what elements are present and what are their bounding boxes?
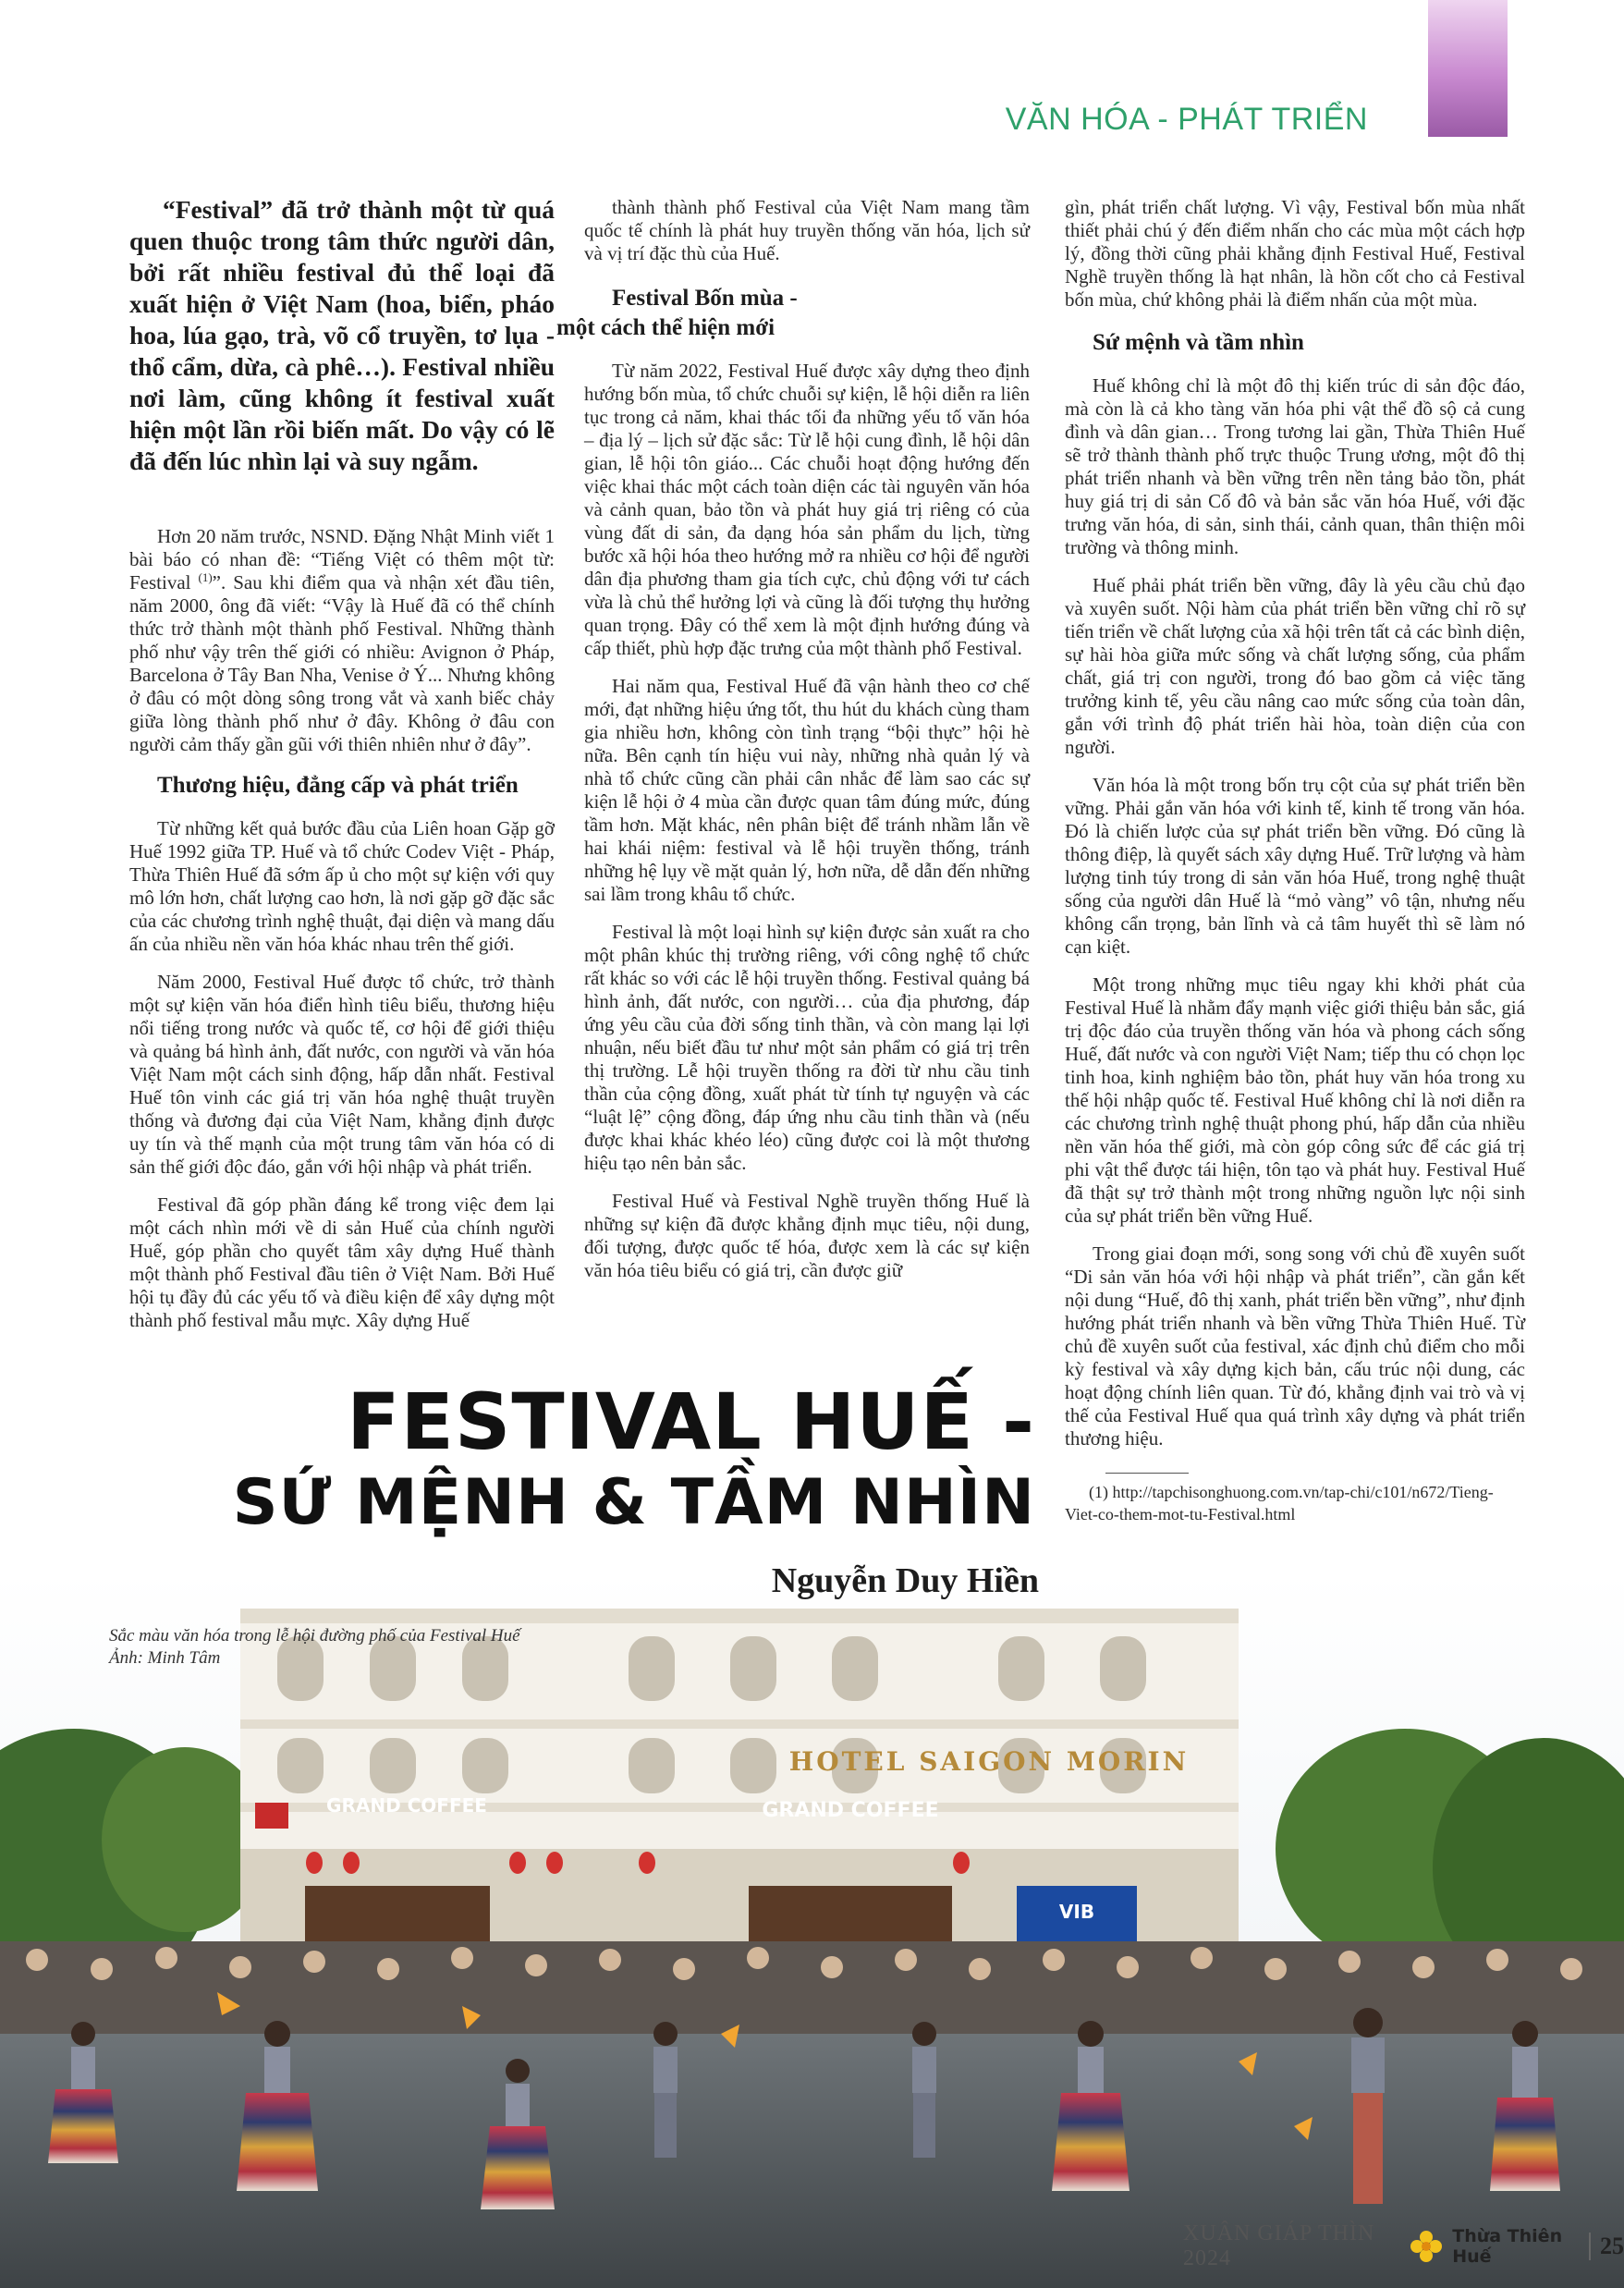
- section-label: VĂN HÓA - PHÁT TRIỂN: [1005, 102, 1368, 137]
- col3-paragraph-4: Văn hóa là một trong bốn trụ cột của sự phát triển bền vững. Phải gắn văn hóa với kinh tế, kinh tế trong văn hóa. Đó là chiến lược của sự phát triển bền vững. Đó cũng là thông điệp, là quyết sách xây dựng Huế. Trữ lượng và hàm lượng tinh túy trong di sản văn hóa Huế, trong nghệ thuật sống của người dân Huế là “mỏ vàng” vô tận, nhưng nếu không cẩn trọng, bản lĩnh và cả tâm huyết thì sẽ làm nó cạn kiệt.: [1065, 774, 1525, 958]
- col3-paragraph-2: Huế không chỉ là một đô thị kiến trúc di sản độc đáo, mà còn là cả kho tàng văn hóa phi vật thể đồ sộ cả cung đình và dân gian… Trong tương lai gần, Thừa Thiên Huế sẽ trở thành thành phố trực thuộc Trung ương, một đô thị phát triển nhanh và bền vững trên nền tảng bảo tồn, phát huy giá trị di sản Cố đô và bản sắc văn hóa Huế, với đặc trưng văn hóa, di sản, sinh thái, cảnh quan, thân thiện môi trường và thông minh.: [1065, 374, 1525, 558]
- photo-caption: [109, 1625, 590, 1670]
- footnote-ref[interactable]: (1): [198, 570, 213, 584]
- photo-illustration: [0, 1572, 1624, 2288]
- col1-paragraph-3: Năm 2000, Festival Huế được tổ chức, trở thành một sự kiện văn hóa điển hình tiêu biểu, thương hiệu nổi tiếng trong nước và quốc tế, cơ hội để giới thiệu và quảng bá hình ảnh, đất nước, con người và văn hóa Việt Nam một cách sinh động, hấp dẫn nhất. Festival Huế tôn vinh các giá trị văn hóa nghệ thuật truyền thống và đương đại của Việt Nam, khẳng định được uy tín và thế mạnh của một trung tâm văn hóa có di sản thế giới độc đáo, gắn với hội nhập và phát triển.: [129, 971, 555, 1178]
- article-title: [148, 1376, 1035, 1542]
- col3-paragraph-6: Trong giai đoạn mới, song song với chủ đề xuyên suốt “Di sản văn hóa với hội nhập và phát triển”, cần gắn kết nội dung “Huế, đô thị xanh, phát triển bền vững”, như định hướng phát triển nhanh và bền vững Thừa Thiên Huế. Từ chủ đề xuyên suốt của festival, xác định chủ điểm cho mỗi kỳ festival và xây dựng kịch bản, cấu trúc nội dung, các hoạt động chính liên quan. Từ đó, khẳng định vai trò và vị thế của Festival Huế qua quá trình xây dựng và phát triển thương hiệu.: [1065, 1242, 1525, 1450]
- caption-credit: Ảnh: Minh Tâm: [109, 1648, 221, 1668]
- col3-paragraph-3: Huế phải phát triển bền vững, đây là yêu cầu chủ đạo và xuyên suốt. Nội hàm của phát triển bền vững chỉ rõ sự tiến triển về chất lượng của xã hội trên tất cả các bình diện, sự hài hòa giữa mức sống và chất lượng sống, của phẩm chất, giá trị con người, trong đó bao gồm cả việc tăng trưởng kinh tế, yêu cầu nâng cao mức sống của toàn dân, gắn với trình độ phát triển hài hòa, toàn diện của con người.: [1065, 574, 1525, 758]
- lead-paragraph: “Festival” đã trở thành một từ quá quen thuộc trong tâm thức người dân, bởi rất nhiều festival đủ thể loại đã xuất hiện ở Việt Nam (hoa, biển, pháo hoa, lúa gạo, trà, võ cổ truyền, tơ lụa - thổ cẩm, dừa, cà phê…). Festival nhiều nơi làm, cũng không ít festival xuất hiện một lần rồi biến mất. Do vậy có lẽ đã đến lúc nhìn lại và suy ngẫm.: [129, 195, 555, 475]
- page-number: 25: [1600, 2233, 1624, 2259]
- magazine-brand: Thừa Thiên Huế: [1452, 2226, 1563, 2267]
- col2-paragraph-5: Festival Huế và Festival Nghề truyền thống Huế là những sự kiện đã được khẳng định mục tiêu, nội dung, đối tượng, được quốc tế hóa, được xem là các sự kiện văn hóa tiêu biểu có giá trị, cần được giữ: [584, 1190, 1030, 1281]
- col3-paragraph-5: Một trong những mục tiêu ngay khi khởi phát của Festival Huế là nhằm đẩy mạnh việc giới thiệu bản sắc, giá trị độc đáo của truyền thống văn hóa và phong cách sống Huế, đất nước và con người Việt Nam; tiếp thu có chọn lọc tinh hoa, kinh nghiệm bảo tồn, phát huy văn hóa trong xu thế hội nhập quốc tế. Festival Huế không chỉ là nơi diễn ra các chương trình nghệ thuật phong phú, hấp dẫn của nhiều nền văn hóa thế giới, mà còn góp công sức để các giá trị phi vật thể được tái hiện, tôn tạo và phát huy. Festival Huế đã thật sự trở thành một trong những nguồn lực nội sinh của sự phát triển bền vững Huế.: [1065, 973, 1525, 1227]
- col2-paragraph-4: Festival là một loại hình sự kiện được sản xuất ra cho một phân khúc thị trường riêng, với công nghệ tổ chức rất khác so với các lễ hội truyền thống. Festival quảng bá hình ảnh, đất nước, con người… của địa phương, đáp ứng yêu cầu của đời sống tinh thần, và còn mang lại lợi nhuận, nếu biết đầu tư như một sản phẩm có giá trị trên thị trường. Lễ hội truyền thống ra đời từ nhu cầu tinh thần của cộng đồng, xuất phát từ tính tự nguyện và các “luật lệ” cộng đồng, đáp ứng nhu cầu tinh thần và (nếu được khai khác khéo léo) cũng được coi là một thương hiệu tạo nên bản sắc.: [584, 921, 1030, 1174]
- author-name: Nguyễn Duy Hiền: [771, 1561, 1039, 1600]
- heading-four-seasons-line1: Festival Bốn mùa -: [612, 286, 798, 311]
- col2-paragraph-2: Từ năm 2022, Festival Huế được xây dựng theo định hướng bốn mùa, tổ chức chuỗi sự kiện, lễ hội diễn ra liên tục trong cả năm, khai thác tối đa những yếu tố văn hóa – địa lý – lịch sử đặc sắc: Từ lễ hội cung đình, lễ hội dân gian, lễ hội tôn giáo... Các chuỗi hoạt động hướng đến việc khai thác một cách toàn diện các tài nguyên văn hóa và cảnh quan, bảo tồn và phát huy giá trị riêng có của vùng đất di sản, đa dạng hóa sản phẩm du lịch, từng bước xã hội hóa theo hướng mở ra nhiều cơ hội để người dân địa phương tham gia tích cực, chủ động với tư cách vừa là chủ thể hưởng lợi và cũng là đối tượng thụ hưởng quan trọng. Đây có thể xem là một định hướng đúng và cấp thiết, phù hợp đặc trưng của một thành phố Festival.: [584, 360, 1030, 659]
- road-sign: [255, 1803, 288, 1829]
- footnote[interactable]: (1) http://tapchisonghuong.com.vn/tap-chi/c101/n672/Tieng-Viet-co-them-mot-tu-Festival.html: [1065, 1483, 1494, 1523]
- col2-paragraph-1: thành thành phố Festival của Việt Nam mang tầm quốc tế chính là phát huy truyền thống văn hóa, lịch sử và vị trí đặc thù của Huế.: [584, 196, 1030, 264]
- column-2: [556, 196, 1030, 1297]
- page-footer: [1183, 2221, 1624, 2270]
- caption-text: Sắc màu văn hóa trong lễ hội đường phố của Festival Huế: [109, 1626, 520, 1646]
- heading-mission-vision: Sứ mệnh và tầm nhìn: [1093, 330, 1304, 355]
- heading-four-seasons-line2: một cách thể hiện mới: [556, 315, 775, 340]
- col3-paragraph-1: gìn, phát triển chất lượng. Vì vậy, Festival bốn mùa nhất thiết phải chú ý đến điểm nhấn cho các mùa một cách hợp lý, đồng thời cũng phải khẳng định Festival Huế, Festival Nghề truyền thống là hạt nhân, là hồn cốt cho cả Festival bốn mùa, chứ không phải là điểm nhấn của một mùa.: [1065, 196, 1525, 311]
- edition-label: XUÂN GIÁP THÌN 2024: [1183, 2221, 1375, 2270]
- bank-sign: VIB: [1058, 1901, 1095, 1923]
- footer-divider: [1589, 2233, 1591, 2260]
- column-3: [1065, 196, 1525, 1525]
- corner-color-tab: [1428, 0, 1508, 137]
- cafe-sign-left: GRAND COFFEE: [326, 1794, 487, 1817]
- footnote-divider: [1105, 1473, 1189, 1474]
- title-line-1: FESTIVAL HUẾ -: [347, 1376, 1035, 1467]
- title-line-2: SỨ MỆNH & TẦM NHÌN: [232, 1466, 1035, 1539]
- cafe-sign-right: GRAND COFFEE: [762, 1799, 939, 1822]
- heading-brand: Thương hiệu, đẳng cấp và phát triển: [157, 773, 519, 798]
- col1-paragraph-4: Festival đã góp phần đáng kể trong việc đem lại một cách nhìn mới về di sản Huế của chính người Huế, góp phần cho quyết tâm xây dựng Huế thành một thành phố Festival đầu tiên ở Việt Nam. Bởi Huế hội tụ đầy đủ các yếu tố và điều kiện để xây dựng một thành phố festival mẫu mực. Xây dựng Huế: [129, 1193, 555, 1331]
- col1-p1-text: Hơn 20 năm trước, NSND. Đặng Nhật Minh viết 1 bài báo có nhan đề: “Tiếng Việt có thêm một từ: Festival: [129, 525, 555, 593]
- col2-paragraph-3: Hai năm qua, Festival Huế đã vận hành theo cơ chế mới, đạt những hiệu ứng tốt, thu hút du khách cùng tham gia nhiều hơn, không còn tình trạng “bội thực” hội hè nữa. Bên cạnh tín hiệu vui này, những nhà quản lý và nhà tổ chức cũng cần phải cân nhắc để làm sao các sự kiện lễ hội ở 4 mùa cần được quan tâm đúng mức, đúng tầm hơn. Mặt khác, nên phân biệt để tránh nhầm lẫn về hai khái niệm: festival và lễ hội truyền thống, tránh những hệ lụy về mặt quản lý, hơn nữa, dễ dẫn đến những sai lầm trong khâu tổ chức.: [584, 675, 1030, 905]
- col1-paragraph-2: Từ những kết quả bước đầu của Liên hoan Gặp gỡ Huế 1992 giữa TP. Huế và tổ chức Codev Việt - Pháp, Thừa Thiên Huế đã sớm ấp ủ cho một sự kiện với quy mô lớn hơn, chất lượng cao hơn, là nơi gặp gỡ đặc sắc của các chương trình nghệ thuật, đại diện và mang dấu ấn của nhiều nền văn hóa khác nhau trên thế giới.: [129, 817, 555, 955]
- festival-photo: [0, 1572, 1624, 2288]
- heading-four-seasons: [556, 284, 1030, 343]
- col1-paragraph-1: [129, 525, 555, 756]
- col1-p1-text-cont: ”. Sau khi điểm qua và nhận xét đầu tiên, năm 2000, ông đã viết: “Vậy là Huế đã có thể chính thức trở thành một thành phố Festival. Những thành phố như vậy trên thế giới có nhiều: Avignon ở Pháp, Barcelona ở Tây Ban Nha, Venise ở Ý... Nhưng không ở đâu có một dòng sông trong vắt và xanh biếc chảy giữa lòng thành phố như ở đây. Không ở đâu con người cảm thấy gần gũi với thiên nhiên như ở đây”.: [129, 571, 556, 755]
- flower-logo-icon: [1408, 2228, 1445, 2265]
- hotel-sign: HOTEL SAIGON MORIN: [788, 1746, 1190, 1777]
- column-1: [129, 194, 555, 1347]
